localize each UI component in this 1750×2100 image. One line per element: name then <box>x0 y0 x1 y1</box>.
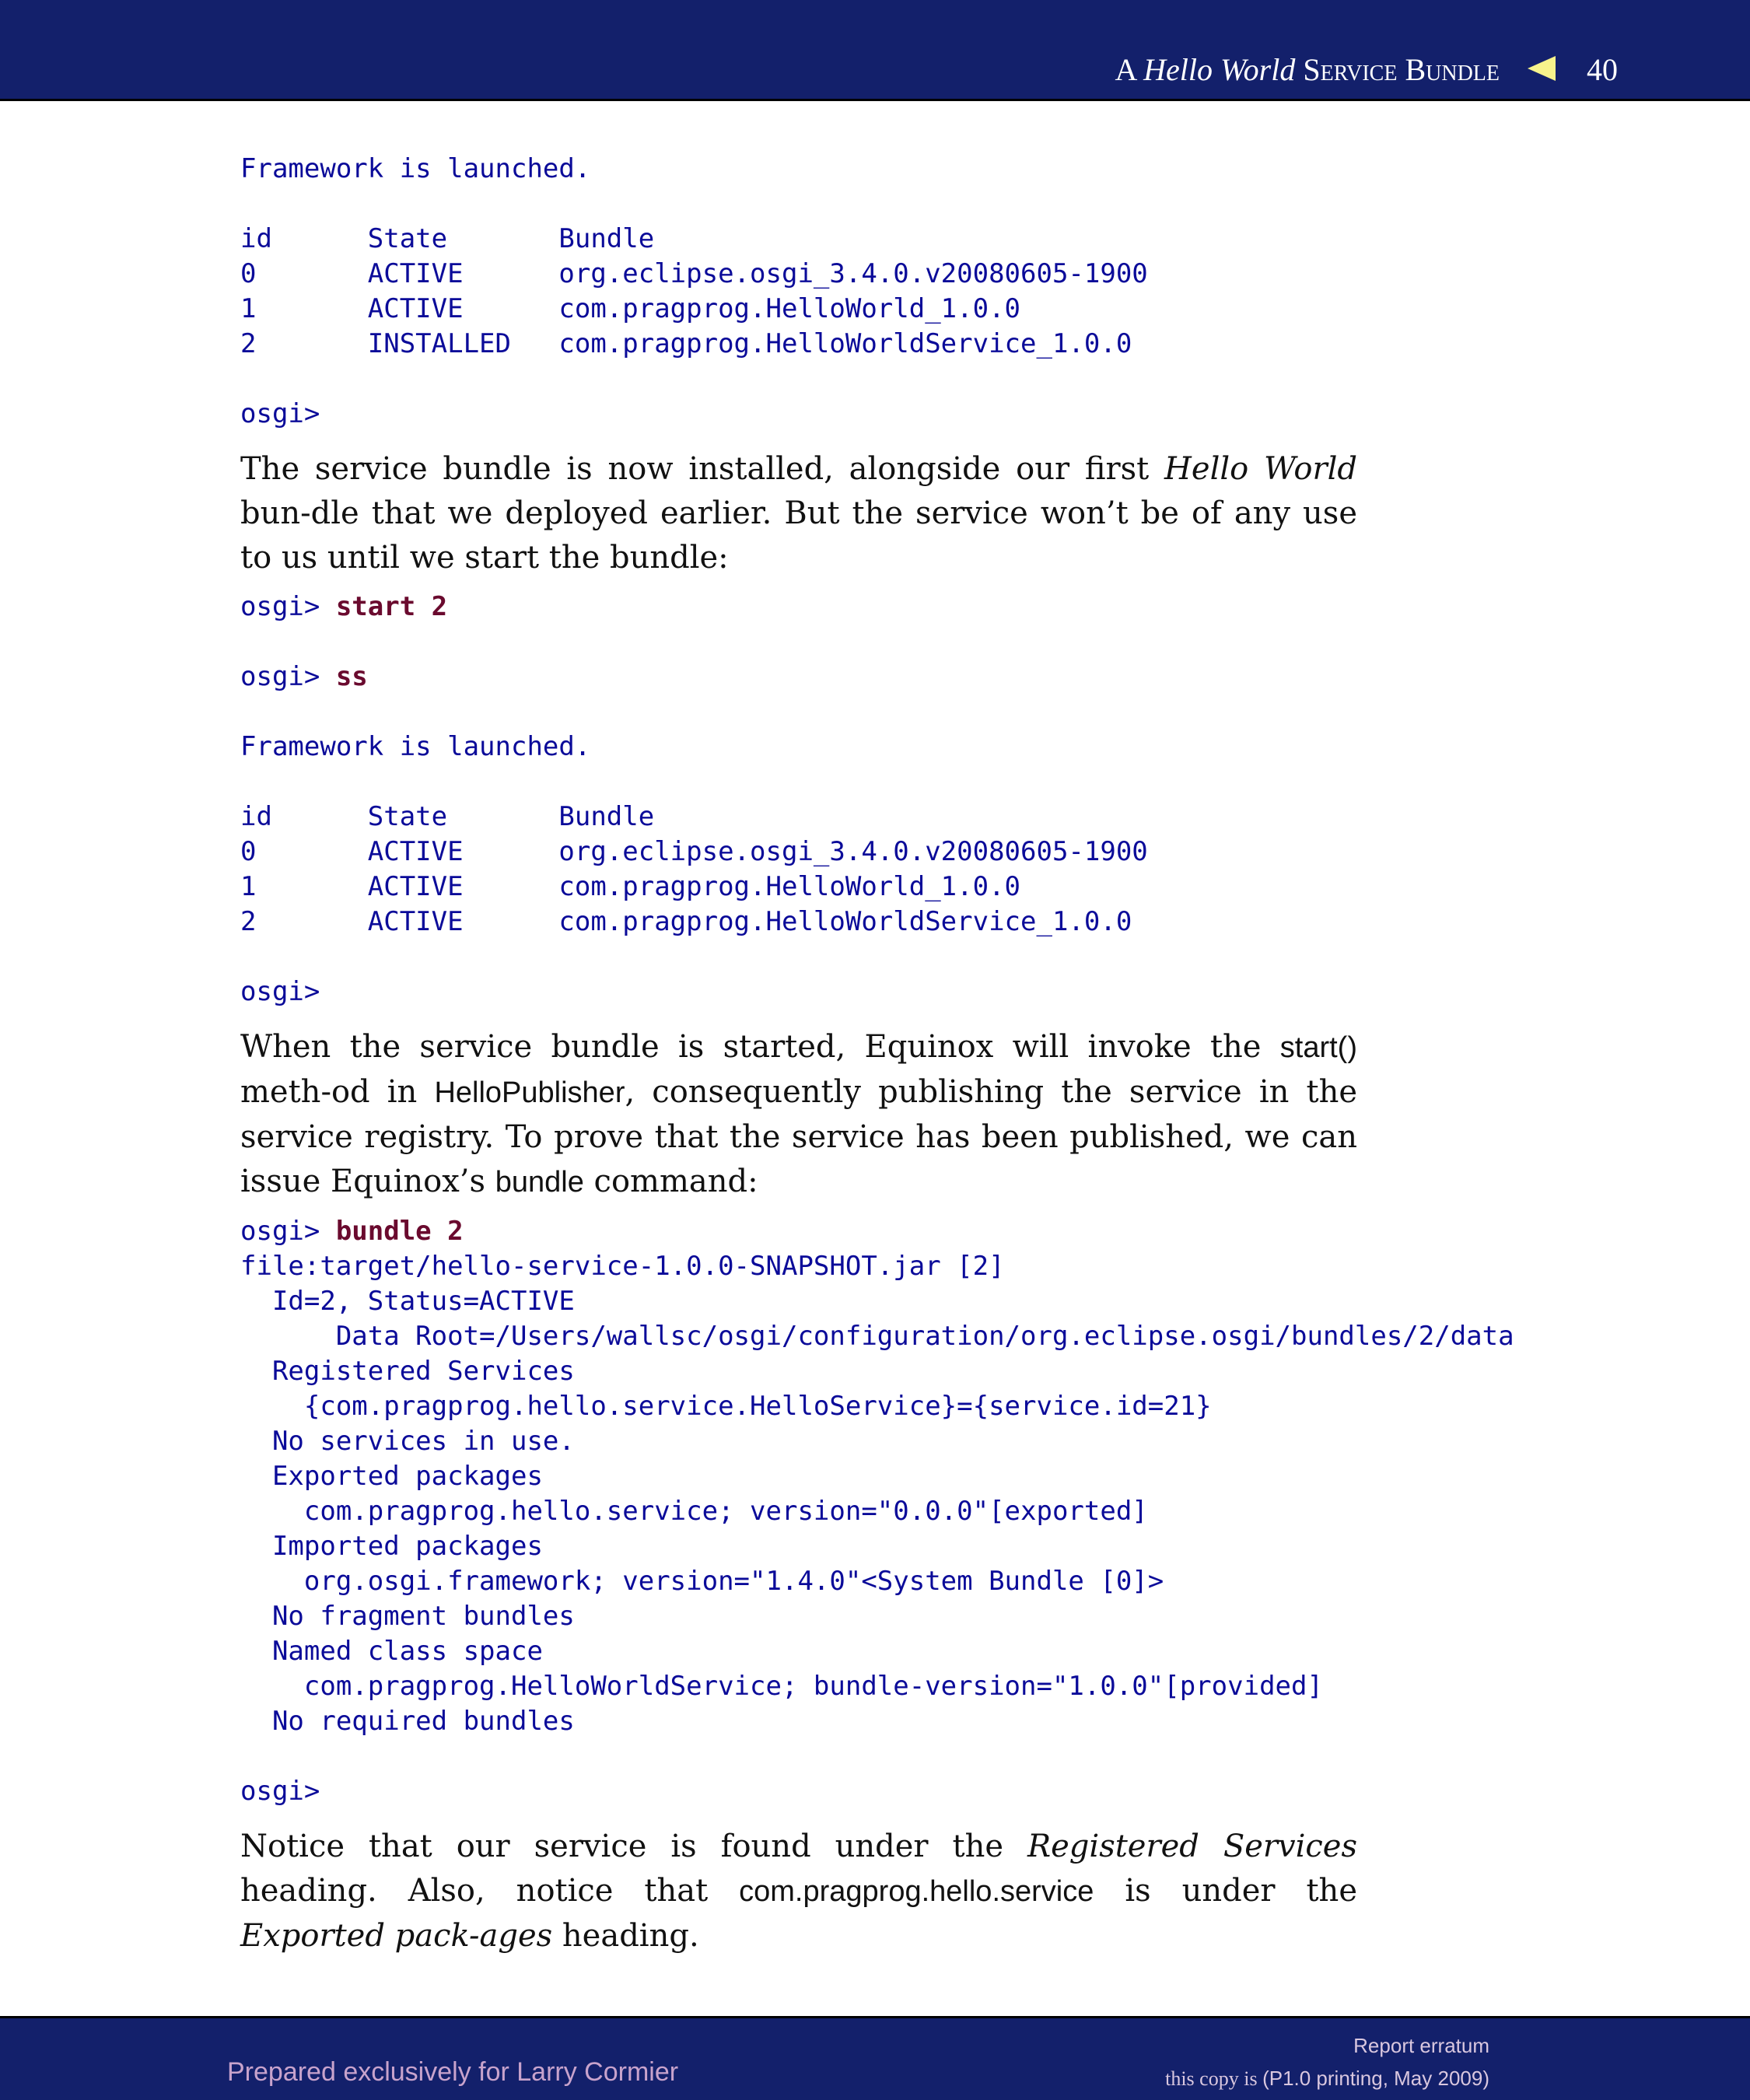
inline-code-package: com.pragprog.hello.service <box>739 1875 1094 1908</box>
printing-info: this copy is (P1.0 printing, May 2009) <box>1165 2067 1489 2090</box>
code-block-ss-output: Framework is launched. id State Bundle 0 ACTIVE org.eclipse.osgi_3.4.0.v20080605-1900 1 ACTIVE com.pragprog.HelloWorld_1.0.0 2 INSTALLED com.pragprog.HelloWorldService_1.0.0 osgi> <box>240 153 1148 429</box>
running-head-suffix: Service Bundle <box>1295 52 1500 87</box>
running-head-prefix: A <box>1115 52 1144 87</box>
code-block-bundle: osgi> bundle 2 file:target/hello-service-1.0.0-SNAPSHOT.jar [2] Id=2, Status=ACTIVE Data Root=/Users/wallsc/osgi/configuration/org.eclipse.osgi/bundles/2/data Registered Services {com.pragprog.hello.service.HelloService}={service.id=21} No services in use. Exported packages com.pragprog.hello.service; version="0.0.0"[exported] Imported packages org.osgi.framework; version="1.4.0"<System Bundle [0]> No fragment bundles Named class space com.pragprog.HelloWorldService; bundle-version="1.0.0"[provided] No required bundles osgi> <box>240 1216 1514 1807</box>
inline-code-hellopublisher: HelloPublisher <box>434 1076 625 1109</box>
page-number: 40 <box>1587 52 1618 87</box>
bundle-output: file:target/hello-service-1.0.0-SNAPSHOT.jar [2] Id=2, Status=ACTIVE Data Root=/Users/wallsc/osgi/configuration/org.eclipse.osgi/bundles/2/data Registered Services {com.pragprog.hello.service.HelloService}={service.id=21} No services in use. Exported packages com.pragprog.hello.service; version="0.0.0"[exported] Imported packages org.osgi.framework; version="1.4.0"<System Bundle [0]> No fragment bundles Named class space com.pragprog.HelloWorldService; bundle-version="1.0.0"[provided] No required bundles osgi> <box>240 1251 1514 1807</box>
code-block-start-ss: osgi> start 2 osgi> ss Framework is launched. id State Bundle 0 ACTIVE org.eclipse.osgi_3.4.0.v20080605-1900 1 ACTIVE com.pragprog.HelloWorld_1.0.0 2 ACTIVE com.pragprog.HelloWorldService_1.0.0 osgi> <box>240 591 1148 1007</box>
paragraph-started: When the service bundle is started, Equinox will invoke the start() meth-od in HelloPublisher, consequently publishing the service in the service registry. To prove that the service has been published, we can issue Equinox’s bundle command: <box>240 1029 1358 1199</box>
command-bundle: bundle 2 <box>335 1216 464 1247</box>
prepared-for: Prepared exclusively for Larry Cormier <box>227 2057 679 2087</box>
command-start: start 2 <box>335 591 448 622</box>
command-ss: ss <box>335 661 368 692</box>
previous-page-icon[interactable] <box>1528 56 1556 81</box>
page-header <box>0 0 1750 101</box>
running-head-italic: Hello World <box>1143 52 1296 87</box>
paragraph-installed: The service bundle is now installed, alongside our first Hello World bun-dle that we deployed earlier. But the service won’t be of any use to us until we start the bundle: <box>240 451 1358 576</box>
inline-code-bundle: bundle <box>495 1166 584 1199</box>
page-content <box>240 152 1718 1958</box>
report-erratum-link[interactable]: Report erratum <box>1353 2034 1489 2057</box>
paragraph-notice: Notice that our service is found under the Registered Services heading. Also, notice that com.pragprog.hello.service is under the Exported pack-ages heading. <box>240 1829 1358 1954</box>
running-head <box>1115 51 1500 88</box>
ss-output: Framework is launched. id State Bundle 0 ACTIVE org.eclipse.osgi_3.4.0.v20080605-1900 1 ACTIVE com.pragprog.HelloWorld_1.0.0 2 ACTIVE com.pragprog.HelloWorldService_1.0.0 osgi> <box>240 731 1148 1007</box>
inline-code-start: start() <box>1279 1031 1357 1064</box>
page-footer <box>0 2016 1750 2100</box>
